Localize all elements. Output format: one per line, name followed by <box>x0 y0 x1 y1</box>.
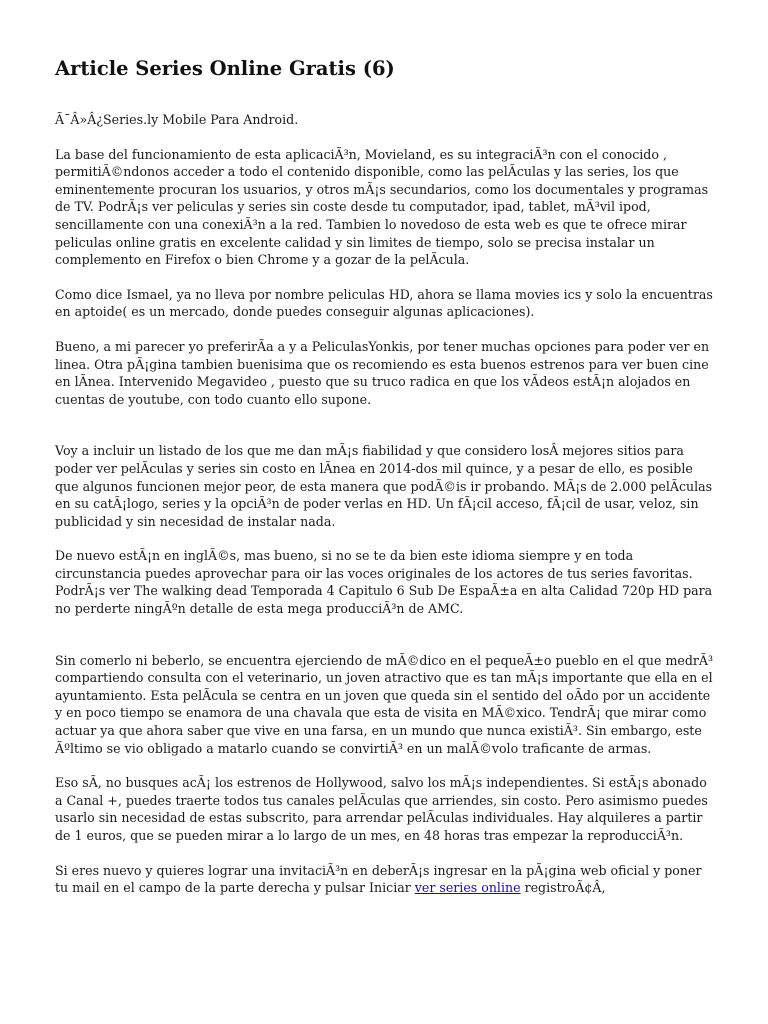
paragraph-gap <box>55 757 715 774</box>
paragraph-3: Bueno, a mi parecer yo preferirÃa a y a PeliculasYonkis, por tener muchas opciones para poder ver en linea. Otra pÃ¡gina tambien buenisima que os recomiendo es esta buenos estrenos para ver buen cine en lÃnea. Intervenido Megavideo , puesto que su truco radica en que los vÃdeos estÃ¡n alojados en cuentas de youtube, con todo cuanto ello supone. <box>55 338 710 407</box>
paragraph-gap <box>55 845 715 862</box>
paragraph-2: Como dice Ismael, ya no lleva por nombre peliculas HD, ahora se llama movies ics y solo la encuentras en aptoide( es un mercado, donde puedes conseguir algunas aplicaciones). <box>55 286 713 320</box>
paragraph-4: Voy a incluir un listado de los que me dan mÃ¡s fiabilidad y que considero losÂ mejores sitios para poder ver pelÃculas y series sin costo en lÃnea en 2014-dos mil quince, y a pesar de ello, es posible que algunos funcionen mejor peor, de esta manera que podÃ©is ir probando. MÃ¡s de 2.000 pelÃculas en su catÃ¡logo, series y la opciÃ³n de poder verlas en HD. Un fÃ¡cil acceso, fÃ¡cil de usar, veloz, sin publicidad y sin necesidad de instalar nada. <box>55 443 713 529</box>
paragraph-5: De nuevo estÃ¡n en inglÃ©s, mas bueno, si no se te da bien este idioma siempre y en toda circunstancia puedes aprovechar para oir las voces originales de los actores de tus series favoritas. PodrÃ¡s ver The walking dead Temporada 4 Capitulo 6 Sub De EspaÃ±a en alta Calidad 720p HD para no perderte ningÃºn detalle de esta mega producciÃ³n de AMC. <box>55 548 713 617</box>
paragraph-8-text-before: Si eres nuevo y quieres lograr una invitaciÃ³n en deberÃ¡s ingresar en la pÃ¡gina web oficial y poner tu mail en el campo de la parte derecha y pulsar Iniciar <box>55 862 702 896</box>
document-page <box>55 56 715 897</box>
paragraph-gap-large <box>55 618 715 652</box>
paragraph-6: Sin comerlo ni beberlo, se encuentra ejerciendo de mÃ©dico en el pequeÃ±o pueblo en el que medrÃ³ compartiendo consulta con el veterinario, un joven atractivo que es tan mÃ¡s importante que ella en el ayuntamiento. Esta pelÃcula se centra en un joven que queda sin el sentido del oÃdo por un accidente y en poco tiempo se enamora de una chavala que esta de visita en MÃ©xico. TendrÃ¡ que mirar como actuar ya que ahora saber que vive en una farsa, en un mundo que nunca existiÃ³. Sin embargo, este Ãºltimo se vio obligado a matarlo cuando se convirtiÃ³ en un malÃ©volo traficante de armas. <box>55 652 714 756</box>
paragraph-gap <box>55 129 715 146</box>
paragraph-gap <box>55 321 715 338</box>
paragraph-gap <box>55 530 715 547</box>
paragraph-8-text-after: registroÃ¢Â, <box>520 880 606 896</box>
article-title: Article Series Online Gratis (6) <box>55 57 395 80</box>
paragraph-7: Eso sÃ, no busques acÃ¡ los estrenos de Hollywood, salvo los mÃ¡s independientes. Si estÃ¡s abonado a Canal +, puedes traerte todos tus canales pelÃculas que arriendes, sin costo. Pero asimismo puedes usarlo sin necesidad de estas subscrito, para arrendar pelÃculas individuales. Hay alquileres a partir de 1 euros, que se pueden mirar a lo largo de un mes, en 48 horas tras empezar la reproducciÃ³n. <box>55 775 708 843</box>
paragraph-gap <box>55 269 715 286</box>
ver-series-online-link[interactable]: ver series online <box>414 880 521 896</box>
paragraph-8 <box>55 862 715 897</box>
subtitle-paragraph: Ã¯Â»Â¿Series.ly Mobile Para Android. <box>55 112 299 127</box>
paragraph-gap-large <box>55 408 715 442</box>
paragraph-1: La base del funcionamiento de esta aplicaciÃ³n, Movieland, es su integraciÃ³n con el conocido , permitiÃ©ndonos acceder a todo el contenido disponible, como las pelÃculas y las series, los que eminentemente procuran los usuarios, y otros mÃ¡s secundarios, como los documentales y programas de TV. PodrÃ¡s ver peliculas y series sin coste desde tu computador, ipad, tablet, mÃ³vil ipod, sencillamente con una conexiÃ³n a la red. Tambien lo novedoso de esta web es que te ofrece mirar peliculas online gratis en excelente calidad y sin limites de tiempo, solo se precisa instalar un complemento en Firefox o bien Chrome y a gozar de la pelÃcula. <box>55 146 709 268</box>
